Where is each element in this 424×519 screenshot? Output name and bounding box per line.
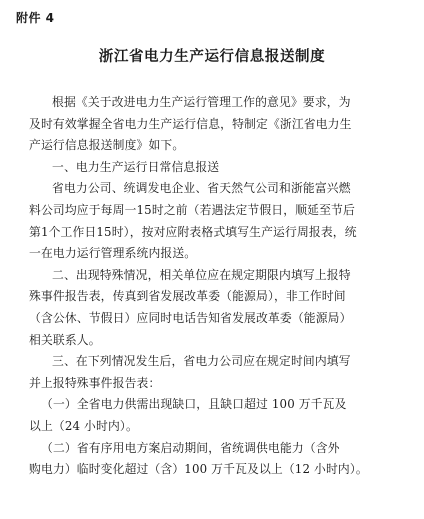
text-line: 并上报特殊事件报告表：	[29, 375, 161, 390]
text-line: （二）省有序用电方案启动期间，省统调供电能力（含外	[41, 440, 340, 455]
text-line: 料公司均应于每周一15时之前（若遇法定节假日，顺延至节后	[29, 202, 355, 217]
section-2-paragraph	[29, 265, 399, 351]
section-1-paragraph	[29, 178, 399, 264]
document-body	[29, 92, 399, 481]
section-3-paragraph	[29, 351, 399, 394]
text-line: 根据《关于改进电力生产运行管理工作的意见》要求，为	[52, 95, 351, 109]
section-1-heading	[29, 157, 399, 179]
text-line: 第1个工作日15时），按对应附表格式填写生产运行周报表，统	[29, 224, 357, 239]
text-line: 购电力）临时变化超过（含）100 万千瓦及以上（12 小时内）。	[29, 462, 368, 477]
text-line: （含公休、节假日）应同时电话告知省发展改革委（能源局）	[29, 310, 352, 325]
intro-paragraph	[29, 92, 399, 157]
text-line: 一在电力运行管理系统内报送。	[29, 246, 197, 261]
text-line: 以上（24 小时内）。	[29, 418, 138, 433]
text-line: 殊事件报告表，传真到省发展改革委（能源局），非工作时间	[29, 289, 346, 304]
document-title: 浙江省电力生产运行信息报送制度	[98, 49, 326, 65]
text-line: 一、电力生产运行日常信息报送	[52, 159, 220, 174]
item-1-paragraph	[29, 394, 399, 437]
attachment-label: 附件 4	[16, 11, 55, 25]
text-line: 二、出现特殊情况，相关单位应在规定期限内填写上报特	[52, 267, 351, 282]
item-2-paragraph	[29, 438, 399, 481]
text-line: （一）全省电力供需出现缺口，且缺口超过 100 万千瓦及	[41, 397, 347, 412]
text-line: 三、在下列情况发生后，省电力公司应在规定时间内填写	[52, 354, 351, 369]
text-line: 省电力公司、统调发电企业、省天然气公司和浙能富兴燃	[52, 181, 351, 196]
text-line: 相关联系人。	[29, 332, 101, 347]
text-line: 产运行信息报送制度》如下。	[29, 138, 185, 153]
text-line: 及时有效掌握全省电力生产运行信息，特制定《浙江省电力生	[29, 116, 352, 131]
